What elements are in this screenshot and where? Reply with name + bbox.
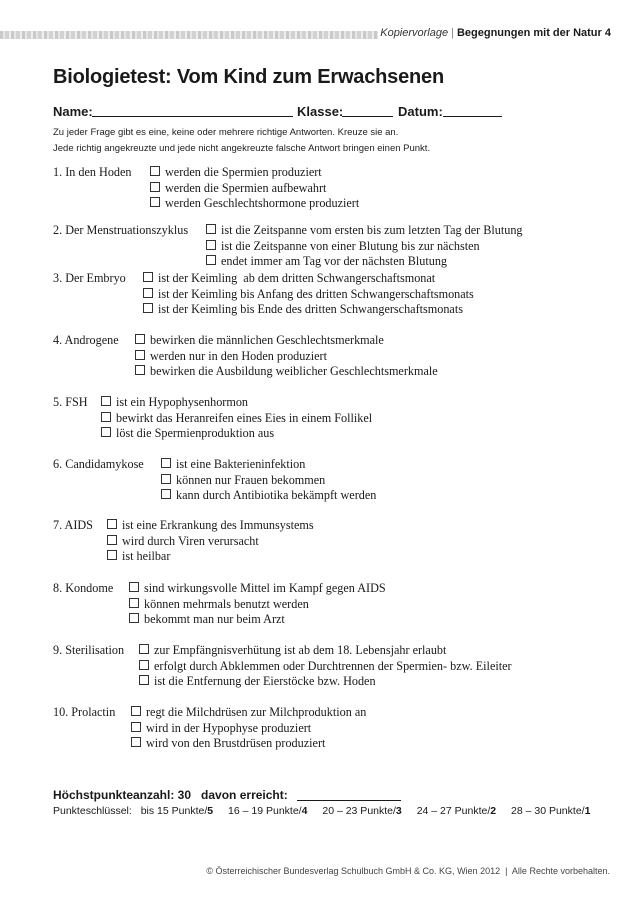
checkbox[interactable] [143,272,153,282]
checkbox[interactable] [143,303,153,313]
question-label: 8. Kondome [53,581,114,595]
answer-option[interactable] [139,659,512,675]
max-score-label: Höchstpunkteanzahl: 30 [53,788,192,802]
grade-range: 20 – 23 Punkte/ [322,805,396,817]
checkbox[interactable] [161,489,171,499]
grade-range: 28 – 30 Punkte/ [511,805,585,817]
option-text: sind wirkungsvolle Mittel im Kampf gegen AIDS [144,581,386,595]
header-separator: | [451,27,454,39]
klasse-label: Klasse: [297,104,344,119]
instruction-line: Zu jeder Frage gibt es eine, keine oder mehrere richtige Antworten. Kreuze sie an. [53,127,399,138]
checkbox[interactable] [143,288,153,298]
answer-option[interactable] [107,534,314,550]
klasse-field[interactable] [342,116,393,117]
answer-option[interactable] [129,597,386,613]
checkbox[interactable] [139,644,149,654]
checkbox[interactable] [107,550,117,560]
answer-option[interactable] [161,488,376,504]
answer-option[interactable] [101,411,372,427]
checkbox[interactable] [150,182,160,192]
answer-option[interactable] [206,239,523,255]
option-text: werden die Spermien aufbewahrt [165,180,327,195]
question-label: 9. Sterilisation [53,643,125,657]
header-series-title: Begegnungen mit der Natur 4 [456,27,611,39]
checkbox[interactable] [131,722,141,732]
option-text: bekommt man nur beim Arzt [144,612,285,626]
checkbox[interactable] [101,427,111,437]
option-text: ist der Keimling bis Anfang des dritten Schwangerschaftsmonats [158,286,474,301]
question-label: 6. Candidamykose [53,457,144,471]
answer-option[interactable] [107,549,314,565]
answer-option[interactable] [101,426,372,442]
option-text: bewirken die Ausbildung weiblicher Geschlechtsmerkmale [150,364,438,378]
datum-label: Datum: [398,104,443,119]
option-text: kann durch Antibiotika bekämpft werden [176,488,377,502]
option-text: endet immer am Tag vor der nächsten Blutung [221,254,448,268]
question-label: 7. AIDS [53,518,93,532]
checkbox[interactable] [135,350,145,360]
checkbox[interactable] [150,166,160,176]
checkbox[interactable] [131,737,141,747]
grade-value: 3 [395,805,402,817]
checkbox[interactable] [135,365,145,375]
answer-option[interactable] [135,364,438,380]
checkbox[interactable] [101,396,111,406]
checkbox[interactable] [206,224,216,234]
name-field[interactable] [92,116,293,117]
answer-option[interactable] [206,223,523,239]
answer-option[interactable] [161,473,376,489]
option-text: löst die Spermienproduktion aus [116,426,275,440]
copyright-footer: © Österreichischer Bundesverlag Schulbuch GmbH & Co. KG, Wien 2012 | Alle Rechte vorbehalten. [206,866,610,876]
option-text: wird in der Hypophyse produziert [146,720,312,735]
grade-value: 4 [301,805,308,817]
grading-key-item [417,805,496,817]
option-text: regt die Milchdrüsen zur Milchproduktion an [146,705,367,719]
checkbox[interactable] [129,613,139,623]
answer-option[interactable] [150,165,359,181]
grade-value: 5 [207,805,214,817]
grading-key-label: Punkteschlüssel: [53,805,132,817]
option-text: bewirkt das Heranreifen eines Eies in einem Follikel [116,410,373,425]
page-header [380,27,611,39]
question-label: 2. Der Menstruationszyklus [53,223,189,237]
achieved-score-field[interactable] [297,800,401,801]
option-text: können mehrmals benutzt werden [144,596,309,611]
grade-value: 1 [584,805,591,817]
page-title: Biologietest: Vom Kind zum Erwachsenen [53,66,444,88]
checkbox[interactable] [150,197,160,207]
answer-option[interactable] [143,271,474,287]
option-text: wird von den Brustdrüsen produziert [146,736,326,750]
header-kopiervorlage: Kopiervorlage [380,27,449,39]
checkbox[interactable] [135,334,145,344]
answer-option[interactable] [131,736,366,752]
option-text: ist die Zeitspanne vom ersten bis zum letzten Tag der Blutung [221,223,523,237]
answer-option[interactable] [139,674,512,690]
answer-option[interactable] [107,518,314,534]
option-text: werden nur in den Hoden produziert [150,348,327,363]
answer-option[interactable] [135,349,438,365]
answer-option[interactable] [135,333,438,349]
option-text: zur Empfängnisverhütung ist ab dem 18. Lebensjahr erlaubt [154,643,447,657]
grading-key [53,805,602,817]
grading-key-item [511,805,590,817]
checkbox[interactable] [107,519,117,529]
grading-key-item [141,805,213,817]
option-text: ist der Keimling ab dem dritten Schwangerschaftsmonat [158,271,436,285]
answer-option[interactable] [129,581,386,597]
option-text: erfolgt durch Abklemmen oder Durchtrennen der Spermien- bzw. Eileiter [154,658,512,673]
grade-value: 2 [490,805,497,817]
checkbox[interactable] [107,535,117,545]
datum-field[interactable] [443,116,502,117]
grade-range: 16 – 19 Punkte/ [228,805,302,817]
option-text: ist die Zeitspanne von einer Blutung bis zur nächsten [221,238,480,253]
checkbox[interactable] [139,660,149,670]
answer-option[interactable] [129,612,386,628]
answer-option[interactable] [150,196,359,212]
option-text: werden Geschlechtshormone produziert [165,196,360,210]
option-text: ist eine Bakterieninfektion [176,457,306,471]
checkbox[interactable] [206,255,216,265]
option-text: ist eine Erkrankung des Immunsystems [122,518,314,532]
checkbox[interactable] [129,598,139,608]
grade-range: bis 15 Punkte/ [140,805,208,817]
grade-range: 24 – 27 Punkte/ [416,805,491,817]
achieved-label: davon erreicht: [201,788,288,802]
option-text: ist die Entfernung der Eierstöcke bzw. Hoden [154,674,376,688]
option-text: bewirken die männlichen Geschlechtsmerkmale [150,333,384,347]
answer-option[interactable] [161,457,376,473]
checkbox[interactable] [161,474,171,484]
instruction-line: Jede richtig angekreuzte und jede nicht angekreuzte falsche Antwort bringen einen Punkt. [53,143,431,154]
answer-option[interactable] [143,287,474,303]
question-label: 3. Der Embryo [53,271,126,285]
answer-option[interactable] [131,705,366,721]
header-decoration-bar [0,31,378,39]
option-text: werden die Spermien produziert [165,165,322,179]
checkbox[interactable] [129,582,139,592]
answer-option[interactable] [139,643,512,659]
question-label: 1. In den Hoden [53,165,132,179]
checkbox[interactable] [206,240,216,250]
answer-option[interactable] [150,181,359,197]
option-text: ist ein Hypophysenhormon [116,395,249,409]
grading-key-item [228,805,307,817]
answer-option[interactable] [143,302,474,318]
name-label: Name: [53,104,93,119]
answer-option[interactable] [131,721,366,737]
checkbox[interactable] [161,458,171,468]
score-summary [53,788,288,802]
answer-option[interactable] [101,395,372,411]
answer-option[interactable] [206,254,523,270]
question-label: 4. Androgene [53,333,119,347]
option-text: ist heilbar [122,549,171,563]
question-label: 10. Prolactin [53,705,116,719]
checkbox[interactable] [101,412,111,422]
checkbox[interactable] [131,706,141,716]
option-text: ist der Keimling bis Ende des dritten Schwangerschaftsmonats [158,302,463,316]
option-text: können nur Frauen bekommen [176,472,326,487]
grading-key-item [322,805,401,817]
option-text: wird durch Viren verursacht [122,533,259,548]
question-label: 5. FSH [53,395,88,409]
checkbox[interactable] [139,675,149,685]
